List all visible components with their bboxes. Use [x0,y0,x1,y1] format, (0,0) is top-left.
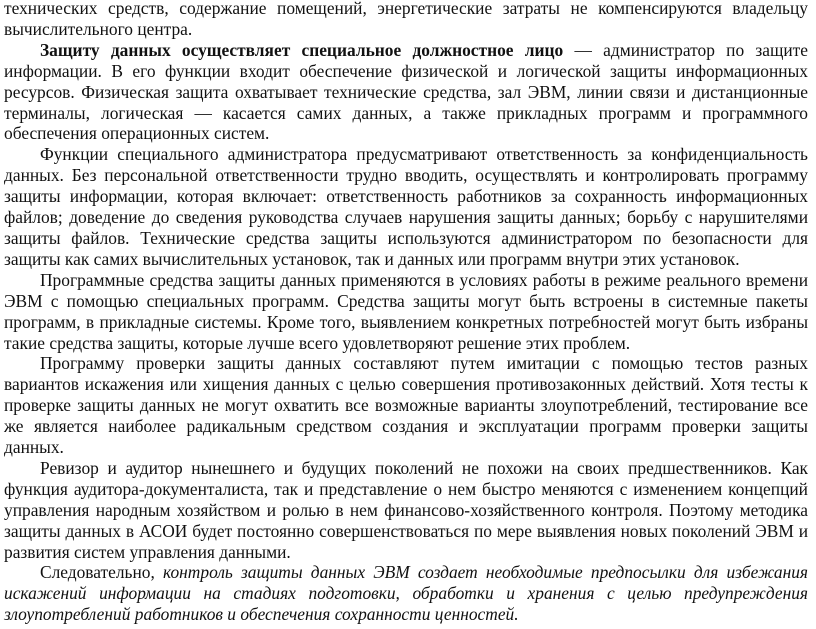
paragraph-3-text: Функции специального администратора предусматривают ответственность за конфиденциальность данных. Без персональной ответственности трудно вводить, осуществлять и контролировать программу защиты информации, которая включает: ответственность работников за сохранность информационных файлов; доведение до сведения руководства случаев нарушения защиты данных; борьбу с нарушителями защиты файлов. Технические средства защиты используются администратором по безопасности для защиты как самих вычислительных установок, так и данных или программ внутри этих установок. [4,144,808,269]
paragraph-2-bold-lead: Защиту данных осуществляет специальное должностное лицо [40,39,564,60]
conclusion-italic-text: контроль защиты данных ЭВМ создает необходимые предпосылки для избежания искажений информации на стадиях подготовки, обработки и хранения с целью предупреждения злоупотреблений работников и обеспечения сохранности ценностей. [4,562,809,625]
paragraph-4 [4,270,808,354]
paragraph-6 [4,458,808,563]
paragraph-5-text: Программу проверки защиты данных составляют путем имитации с помощью тестов разных вариантов искажения или хищения данных с целью совершения противозаконных действий. Хотя тесты к проверке защиты данных не могут охватить все возможные варианты злоупотреблений, тестирование все же является наиболее радикальным средством создания и эксплуатации программ проверки защиты данных. [4,353,808,458]
paragraph-2-text: — администратор по защите информации. В его функции входит обеспечение физической и логической защиты информационных ресурсов. Физическая защита охватывает технические средства, зал ЭВМ, линии связи и дистанционные терминалы, логическая — касается самих данных, а также прикладных программ и программного обеспечения операционных систем. [4,39,808,144]
paragraph-2 [4,40,808,145]
conclusion-lead: Следовательно, [40,562,164,583]
paragraph-1-text: технических средств, содержание помещений, энергетические затраты не компенсируются владельцу вычислительного центра. [4,0,808,39]
paragraph-6-text: Ревизор и аудитор нынешнего и будущих поколений не похожи на своих предшественников. Как функция аудитора-документалиста, так и представление о нем быстро меняются с изменением концепций управления народным хозяйством и ролью в нем финансово-хозяйственного контроля. Поэтому методика защиты данных в АСОИ будет постоянно совершенствоваться по мере выявления новых поколений ЭВМ и развития систем управления данными. [4,457,808,562]
paragraph-7-conclusion [4,562,808,625]
paragraph-1 [4,0,808,40]
paragraph-5 [4,353,808,458]
paragraph-3 [4,144,808,269]
paragraph-4-text: Программные средства защиты данных применяются в условиях работы в режиме реального времени ЭВМ с помощью специальных программ. Средства защиты могут быть встроены в системные пакеты программ, в прикладные системы. Кроме того, выявлением конкретных потребностей могут быть избраны такие средства защиты, которые лучше всего удовлетворяют решение этих проблем. [4,269,808,353]
